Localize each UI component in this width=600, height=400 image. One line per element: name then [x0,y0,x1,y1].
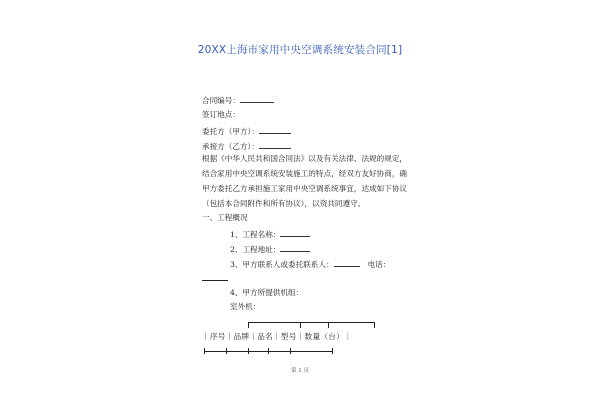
contractor-line [202,140,291,152]
table-top-tick [328,322,329,328]
contact-label: 3、甲方联系人或委托联系人： [230,260,334,269]
outdoor-unit-label: 室外机： [230,302,261,311]
table-top-border [248,322,375,323]
project-name-blank [280,228,310,237]
project-address-line [230,243,310,255]
project-address-label: 2、工程地址： [230,245,281,254]
page-number: 第 1 页 [291,368,309,374]
paragraph-line-2: 结合家用中央空调系统安装施工的特点，经双方友好协商，确 [202,169,408,178]
contract-no-label: 合同编号： [202,96,240,105]
table-bottom-tick [248,348,249,354]
document-title: 20XX上海市家用中央空调系统安装合同[1] [197,44,403,56]
client-label: 委托方（甲方）： [202,127,259,136]
phone-continuation-blank [202,280,228,281]
contact-line [230,258,390,270]
table-header-row: ｜序号｜品牌｜品名｜型号｜数量（台）｜ [202,332,352,341]
paragraph-line-3: 甲方委托乙方承担施工家用中央空调系统事宜，达成如下协议 [202,184,408,193]
client-line [202,125,291,137]
table-top-tick [300,322,301,328]
contractor-label: 承接方（乙方）： [202,142,259,151]
contractor-blank [259,140,291,149]
project-name-line [230,228,310,240]
project-name-label: 1、工程名称： [230,230,281,239]
table-bottom-tick [332,348,333,354]
sign-place-line [202,110,240,120]
project-address-blank [280,243,310,252]
paragraph-line-1: 根据《中华人民共和国合同法》以及有关法律、法规的规定， [202,154,408,163]
client-blank [259,125,291,134]
table-bottom-tick [226,348,227,354]
contract-no-line [202,94,274,106]
table-bottom-tick [290,348,291,354]
table-bottom-tick [204,348,205,354]
sign-place-label: 签订地点： [202,110,240,119]
contact-blank [334,258,360,267]
contract-no-blank [240,94,274,103]
table-top-tick [374,322,375,328]
section-heading: 一、工程概况 [202,213,248,222]
table-top-tick [248,322,249,328]
units-heading: 4、甲方所提供机组： [230,288,304,297]
table-bottom-tick [268,348,269,354]
paragraph-line-4: （包括本合同附件和所有协议），以资共同遵守。 [202,199,366,208]
phone-label: 电话： [367,260,391,269]
